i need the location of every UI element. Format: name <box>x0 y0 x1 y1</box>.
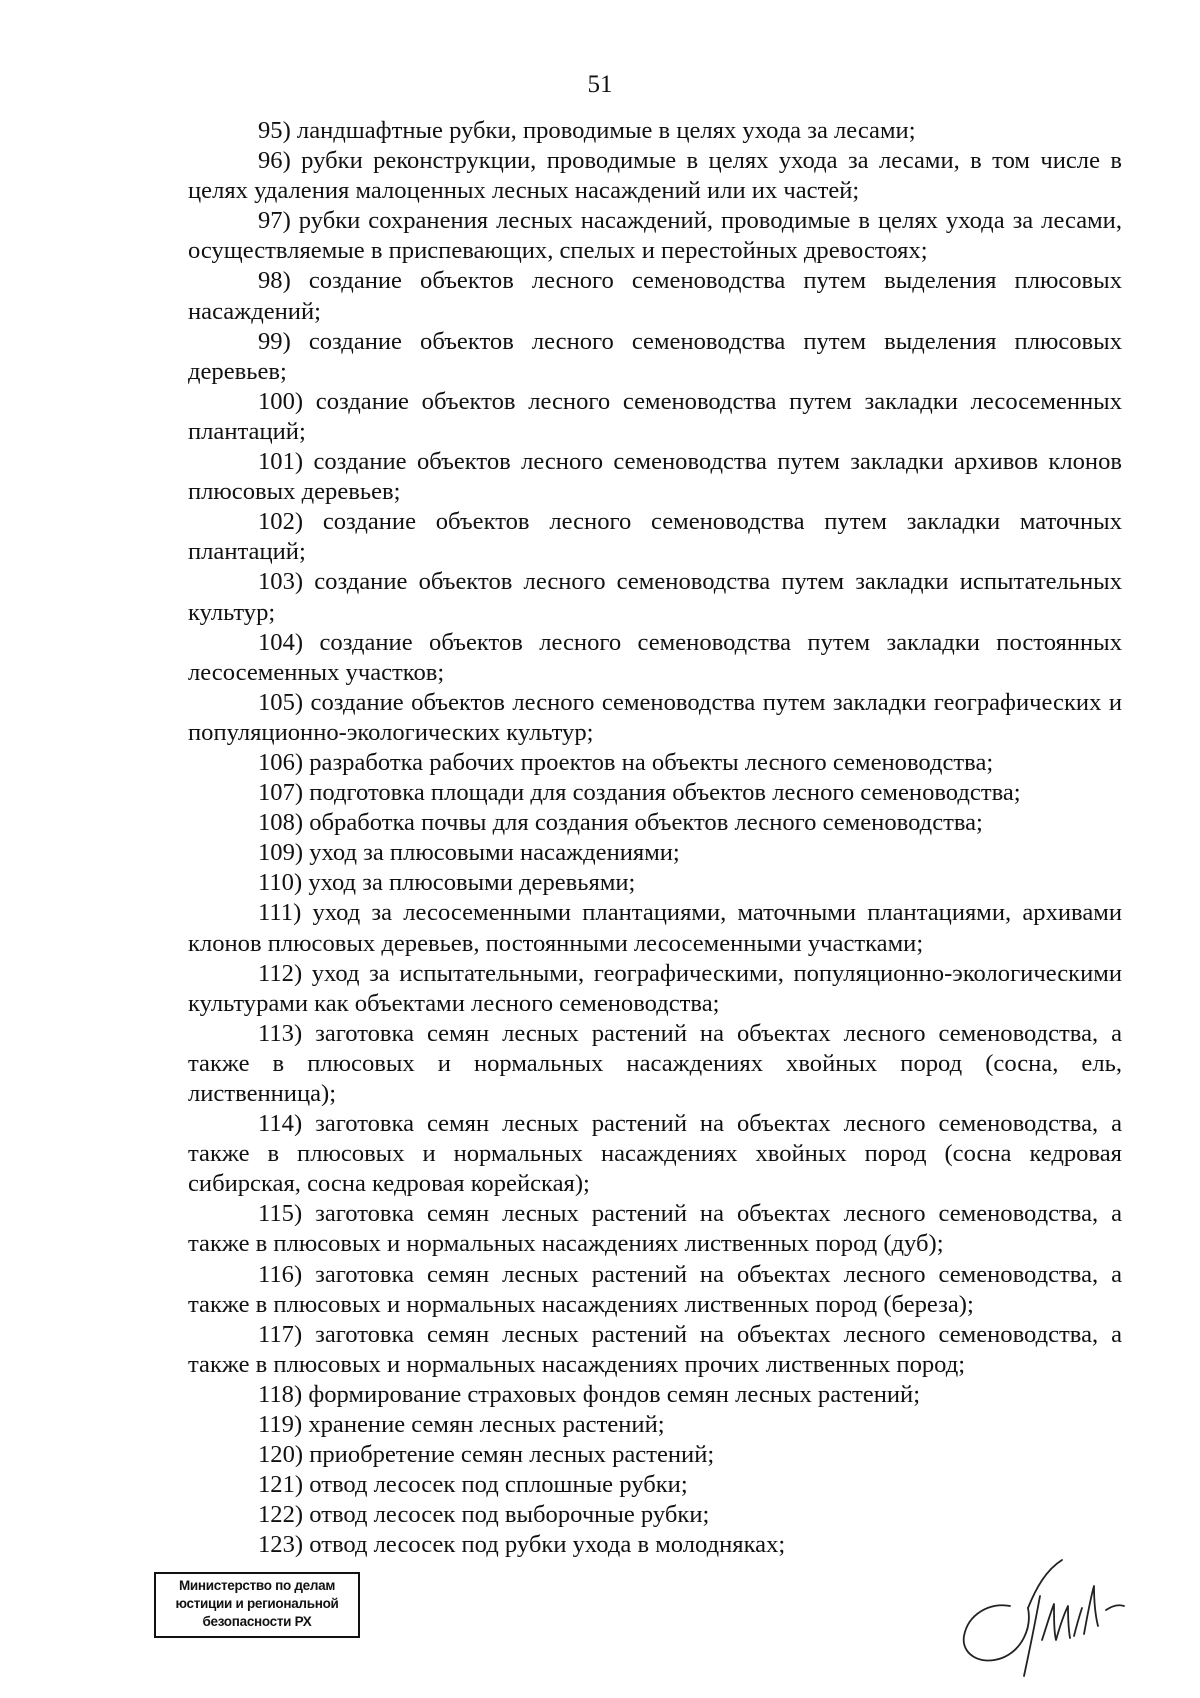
list-item: 114) заготовка семян лесных растений на объектах лесного семеноводства, а также в плюсовых и нормальных насаждениях хвойных пород (сосна кедровая сибирская, сосна кедровая корейская); <box>188 1110 1122 1198</box>
list-item: 104) создание объектов лесного семеноводства путем закладки постоянных лесосеменных участков; <box>188 628 1122 686</box>
list-item: 97) рубки сохранения лесных насаждений, проводимые в целях ухода за лесами, осуществляемые в приспевающих, спелых и перестойных древостоях; <box>188 207 1122 265</box>
list-item: 110) уход за плюсовыми деревьями; <box>258 869 636 897</box>
list-item: 108) обработка почвы для создания объектов лесного семеноводства; <box>258 809 983 837</box>
list-item: 116) заготовка семян лесных растений на объектах лесного семеноводства, а также в плюсовых и нормальных насаждениях лиственных пород (береза); <box>188 1260 1122 1318</box>
list-item: 99) создание объектов лесного семеноводства путем выделения плюсовых деревьев; <box>188 327 1122 385</box>
list-item: 119) хранение семян лесных растений; <box>258 1411 665 1439</box>
list-item: 120) приобретение семян лесных растений; <box>258 1441 715 1469</box>
list-item: 123) отвод лесосек под рубки ухода в молодняках; <box>258 1531 786 1559</box>
list-item: 111) уход за лесосеменными плантациями, маточными плантациями, архивами клонов плюсовых деревьев, постоянными лесосеменными участками; <box>188 899 1122 957</box>
list-item: 101) создание объектов лесного семеноводства путем закладки архивов клонов плюсовых деревьев; <box>188 448 1122 506</box>
list-item: 121) отвод лесосек под сплошные рубки; <box>258 1471 688 1499</box>
list-item: 115) заготовка семян лесных растений на объектах лесного семеноводства, а также в плюсовых и нормальных насаждениях лиственных пород (дуб); <box>188 1200 1122 1258</box>
page-number: 51 <box>587 71 613 98</box>
list-item: 118) формирование страховых фондов семян лесных растений; <box>258 1380 921 1408</box>
list-item: 102) создание объектов лесного семеноводства путем закладки маточных плантаций; <box>188 508 1122 566</box>
list-item: 107) подготовка площади для создания объектов лесного семеноводства; <box>258 779 1021 807</box>
document-body <box>188 116 1122 1561</box>
list-item: 117) заготовка семян лесных растений на объектах лесного семеноводства, а также в плюсовых и нормальных насаждениях прочих лиственных пород; <box>188 1320 1122 1378</box>
list-item: 113) заготовка семян лесных растений на объектах лесного семеноводства, а также в плюсовых и нормальных насаждениях хвойных пород (сосна, ель, лиственница); <box>188 1019 1122 1107</box>
stamp-line: безопасности РХ <box>202 1614 312 1629</box>
list-item: 122) отвод лесосек под выборочные рубки; <box>258 1501 710 1529</box>
handwritten-signature <box>950 1548 1140 1678</box>
list-item: 98) создание объектов лесного семеноводства путем выделения плюсовых насаждений; <box>188 267 1122 325</box>
list-item: 105) создание объектов лесного семеноводства путем закладки географических и популяционно-экологических культур; <box>188 688 1122 746</box>
ministry-stamp <box>154 1572 360 1638</box>
list-item: 112) уход за испытательными, географическими, популяционно-экологическими культурами как объектами лесного семеноводства; <box>188 959 1122 1017</box>
list-item: 96) рубки реконструкции, проводимые в целях ухода за лесами, в том числе в целях удаления малоценных лесных насаждений или их частей; <box>188 147 1122 205</box>
list-item: 109) уход за плюсовыми насаждениями; <box>258 839 680 867</box>
list-item: 95) ландшафтные рубки, проводимые в целях ухода за лесами; <box>258 117 916 144</box>
list-item: 100) создание объектов лесного семеноводства путем закладки лесосеменных плантаций; <box>188 387 1122 445</box>
stamp-line: Министерство по делам <box>178 1578 336 1593</box>
list-item: 103) создание объектов лесного семеноводства путем закладки испытательных культур; <box>188 568 1122 626</box>
list-item: 106) разработка рабочих проектов на объекты лесного семеноводства; <box>258 748 994 776</box>
stamp-line: юстиции и региональной <box>175 1596 339 1611</box>
